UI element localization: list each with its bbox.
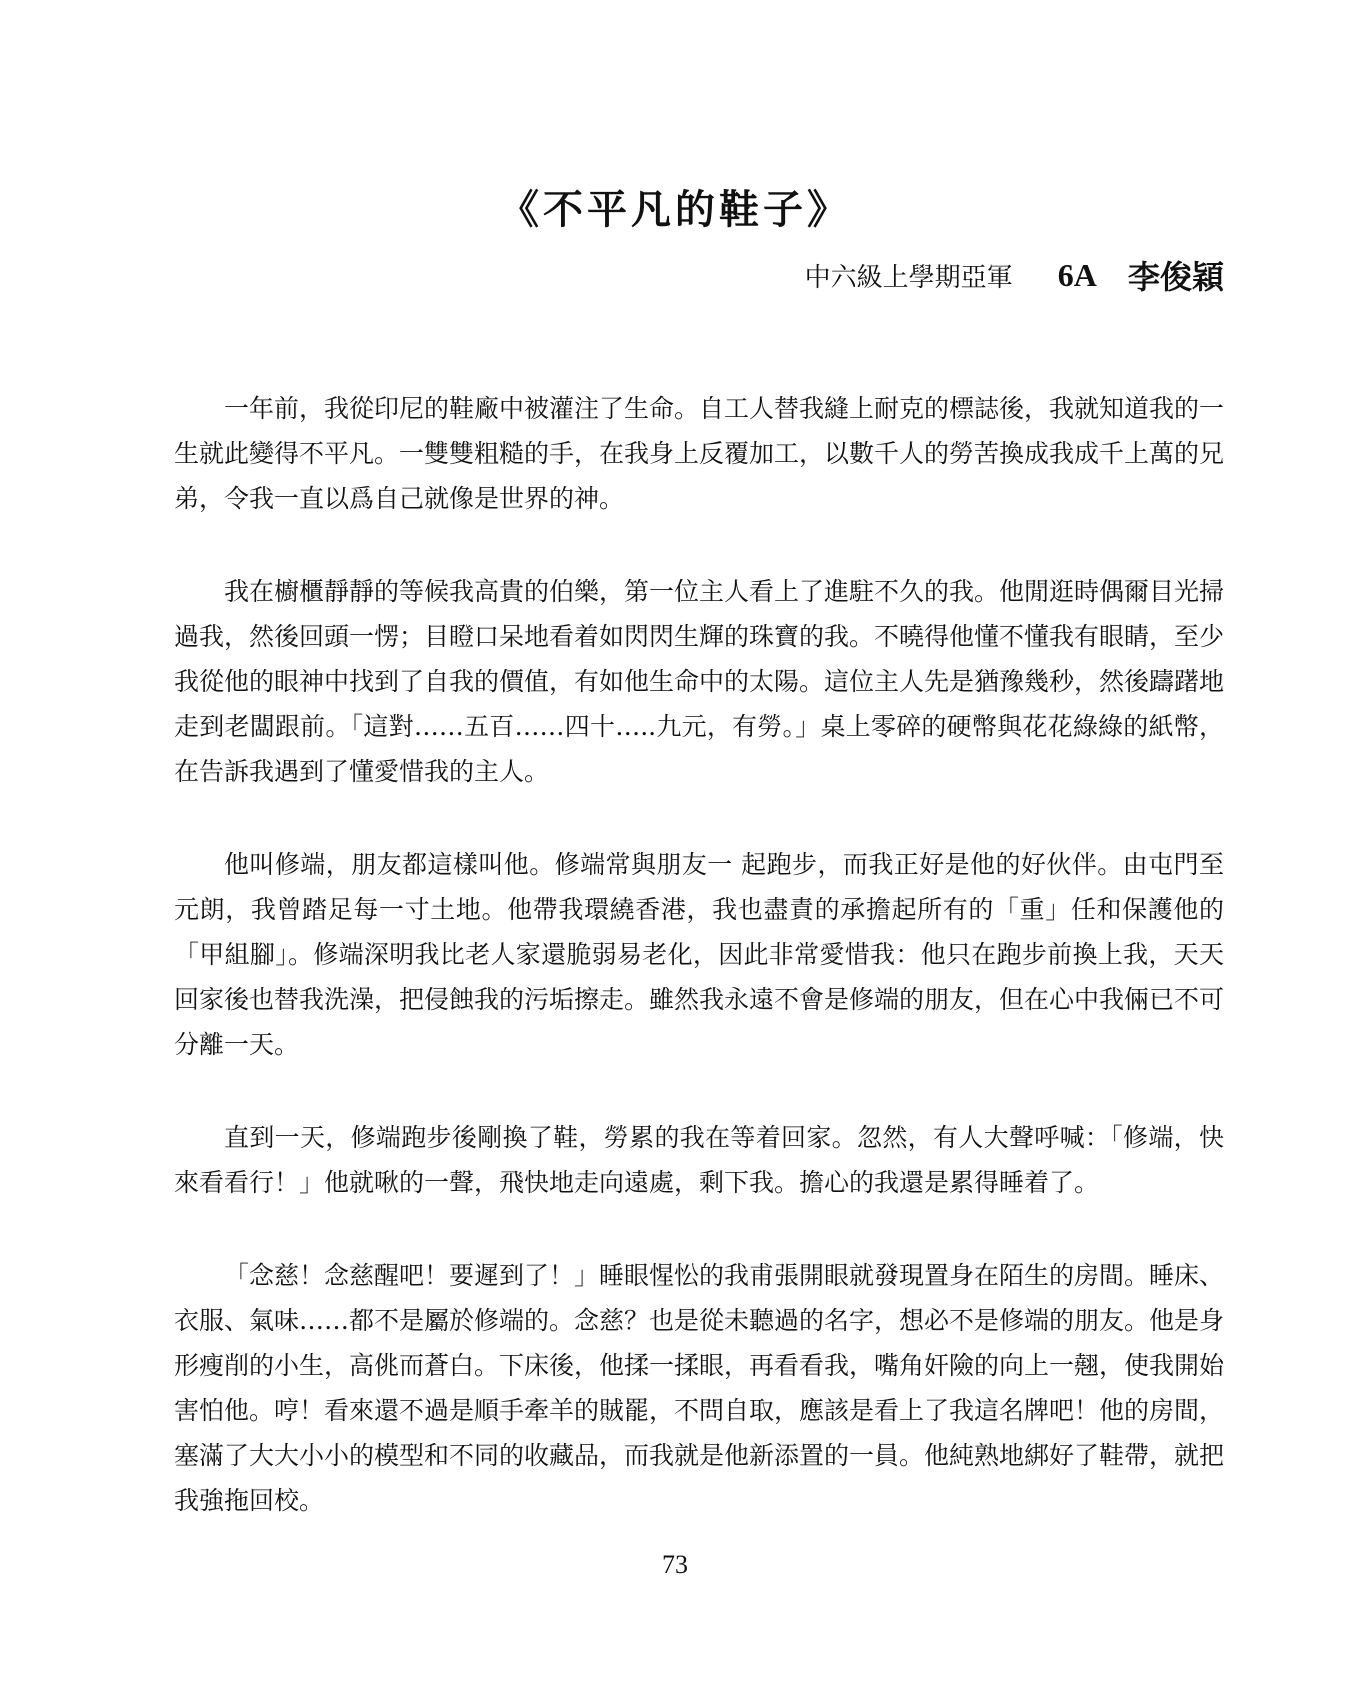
paragraph: 我在櫥櫃靜靜的等候我高貴的伯樂，第一位主人看上了進駐不久的我。他閒逛時偶爾目光掃過我，然後回頭一愣；目瞪口呆地看着如閃閃生輝的珠寶的我。不曉得他懂不懂我有眼睛，至少我從他的眼神中找到了自我的價值，有如他生命中的太陽。這位主人先是猶豫幾秒，然後躊躇地走到老闆跟前。「這對……五百……四十…..九元，有勞。」桌上零碎的硬幣與花花綠綠的紙幣，在告訴我遇到了懂愛惜我的主人。 (174, 577, 1225, 786)
paragraph: 直到一天，修端跑步後剛換了鞋，勞累的我在等着回家。忽然，有人大聲呼喊：「修端，快來看看行！」他就啾的一聲，飛快地走向遠處，剩下我。擔心的我還是累得睡着了。 (174, 1123, 1224, 1197)
essay-title: 《不平凡的鞋子》 (499, 187, 851, 233)
essay-body (174, 386, 1224, 1571)
author-name: 李俊穎 (1127, 258, 1224, 296)
paragraph: 他叫修端，朋友都這樣叫他。修端常與朋友一 起跑步，而我正好是他的好伙伴。由屯門至元朗，我曾踏足每一寸土地。他帶我環繞香港，我也盡責的承擔起所有的「重」任和保護他的「甲組腳」。修端深明我比老人家還脆弱易老化，因此非常愛惜我：他只在跑步前換上我，天天回家後也替我洗澡，把侵蝕我的污垢擦走。雖然我永遠不會是修端的朋友，但在心中我倆已不可分離一天。 (174, 850, 1225, 1059)
paragraph: 一年前，我從印尼的鞋廠中被灌注了生命。自工人替我縫上耐克的標誌後，我就知道我的一生就此變得不平凡。一雙雙粗糙的手，在我身上反覆加工，以數千人的勞苦換成我成千上萬的兄弟，令我一直以爲自己就像是世界的神。 (174, 394, 1225, 513)
class-label: 6A (1057, 256, 1097, 293)
paragraph: 「念慈！念慈醒吧！要遲到了！」睡眼惺忪的我甫張開眼就發現置身在陌生的房間。睡床、衣服、氣味……都不是屬於修端的。念慈？也是從未聽過的名字，想必不是修端的朋友。他是身形瘦削的小生，高佻而蒼白。下床後，他揉一揉眼，再看看我，嘴角奸險的向上一翹，使我開始害怕他。哼！看來還不過是順手牽羊的賊罷，不問自取，應該是看上了我這名牌吧！他的房間，塞滿了大大小小的模型和不同的收藏品，而我就是他新添置的一員。他純熟地綁好了鞋帶，就把我強拖回校。 (174, 1261, 1225, 1515)
award-label: 中六級上學期亞軍 (804, 262, 1013, 293)
byline (805, 252, 1224, 298)
page-number: 73 (662, 1550, 688, 1579)
